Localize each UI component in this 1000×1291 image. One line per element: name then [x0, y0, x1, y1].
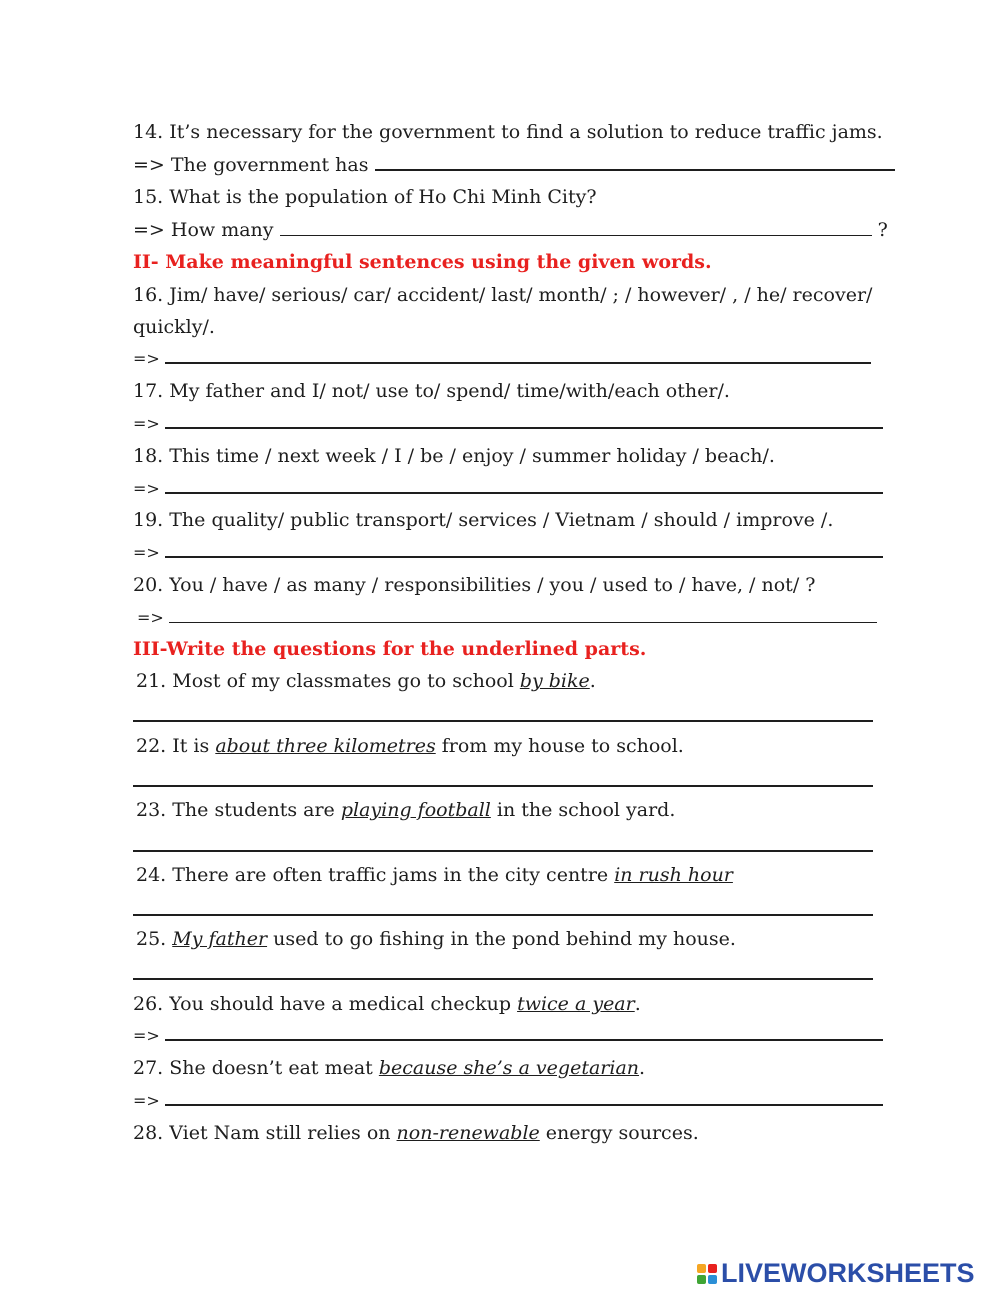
question-23-text: 23. The students are	[136, 799, 341, 821]
question-25-text: 25.	[136, 928, 173, 950]
answer-22-line[interactable]	[133, 785, 873, 787]
question-28	[133, 1120, 699, 1146]
answer-27-blank[interactable]	[165, 1090, 883, 1106]
section-3-title: III-Write the questions for the underlined parts.	[133, 638, 647, 660]
liveworksheets-logo[interactable]	[697, 1258, 975, 1289]
question-19: 19. The quality/ public transport/ services / Vietnam / should / improve /.	[133, 509, 834, 531]
section-2-title: II- Make meaningful sentences using the given words.	[133, 251, 712, 273]
answer-20-blank[interactable]	[169, 608, 877, 623]
answer-19-row	[133, 540, 883, 566]
logo-text: LIVEWORKSHEETS	[721, 1258, 975, 1288]
answer-20-arrow: =>	[137, 608, 164, 627]
question-25-end: used to go fishing in the pond behind my house.	[267, 928, 736, 950]
answer-27-arrow: =>	[133, 1091, 160, 1110]
answer-26-row	[133, 1023, 883, 1049]
answer-20-row	[137, 605, 877, 631]
answer-25-line[interactable]	[133, 978, 873, 980]
question-21-underlined: by bike	[519, 670, 590, 692]
question-28-text: 28. Viet Nam still relies on	[133, 1122, 397, 1144]
question-24-underlined: in rush hour	[614, 864, 733, 886]
answer-16-arrow: =>	[133, 349, 160, 368]
question-21-text: 21. Most of my classmates go to school	[136, 670, 520, 692]
question-25-underlined: My father	[172, 928, 268, 950]
question-21-end: .	[589, 670, 596, 692]
question-27	[133, 1055, 645, 1081]
question-16-line1: 16. Jim/ have/ serious/ car/ accident/ last/ month/ ; / however/ , / he/ recover/	[133, 284, 873, 306]
answer-19-blank[interactable]	[165, 542, 883, 558]
answer-16-row	[133, 346, 871, 372]
question-18: 18. This time / next week / I / be / enjoy / summer holiday / beach/.	[133, 445, 775, 467]
question-28-underlined: non-renewable	[396, 1122, 540, 1144]
question-26-end: .	[634, 993, 641, 1015]
answer-27-row	[133, 1088, 883, 1114]
question-27-end: .	[639, 1057, 646, 1079]
question-17: 17. My father and I/ not/ use to/ spend/ time/with/each other/.	[133, 380, 730, 402]
logo-mark-icon	[697, 1264, 717, 1284]
question-25	[136, 926, 736, 952]
question-26	[133, 991, 641, 1017]
question-27-underlined: because she’s a vegetarian	[378, 1057, 640, 1079]
question-22-text: 22. It is	[136, 735, 216, 757]
answer-15-row	[133, 217, 888, 243]
answer-14-blank[interactable]	[375, 155, 895, 171]
answer-21-line[interactable]	[133, 720, 873, 722]
question-24-text: 24. There are often traffic jams in the city centre	[136, 864, 615, 886]
question-23-underlined: playing football	[340, 799, 491, 821]
question-27-text: 27. She doesn’t eat meat	[133, 1057, 379, 1079]
answer-14-prefix: => The government has	[133, 154, 369, 176]
question-26-underlined: twice a year	[517, 993, 635, 1015]
answer-16-blank[interactable]	[165, 348, 871, 364]
answer-19-arrow: =>	[133, 543, 160, 562]
question-21	[136, 668, 596, 694]
question-20: 20. You / have / as many / responsibilities / you / used to / have, / not/ ?	[133, 574, 816, 596]
answer-18-row	[133, 476, 883, 502]
question-23-end: in the school yard.	[490, 799, 676, 821]
answer-18-arrow: =>	[133, 479, 160, 498]
question-15: 15. What is the population of Ho Chi Minh City?	[133, 186, 597, 208]
question-14: 14. It’s necessary for the government to find a solution to reduce traffic jams.	[133, 121, 883, 143]
question-16-line2: quickly/.	[133, 316, 215, 338]
question-22-end: from my house to school.	[435, 735, 684, 757]
question-22	[136, 733, 684, 759]
answer-26-arrow: =>	[133, 1026, 160, 1045]
answer-23-line[interactable]	[133, 850, 873, 852]
question-26-text: 26. You should have a medical checkup	[133, 993, 518, 1015]
answer-26-blank[interactable]	[165, 1025, 883, 1041]
answer-15-suffix: ?	[877, 219, 888, 241]
answer-15-blank[interactable]	[280, 221, 872, 236]
answer-17-arrow: =>	[133, 414, 160, 433]
answer-17-row	[133, 411, 883, 437]
question-28-end: energy sources.	[539, 1122, 699, 1144]
question-22-underlined: about three kilometres	[215, 735, 436, 757]
answer-17-blank[interactable]	[165, 413, 883, 429]
answer-15-prefix: => How many	[133, 219, 274, 241]
answer-24-line[interactable]	[133, 914, 873, 916]
question-23	[136, 797, 675, 823]
question-24	[136, 862, 733, 888]
answer-14-row	[133, 152, 895, 178]
answer-18-blank[interactable]	[165, 478, 883, 494]
